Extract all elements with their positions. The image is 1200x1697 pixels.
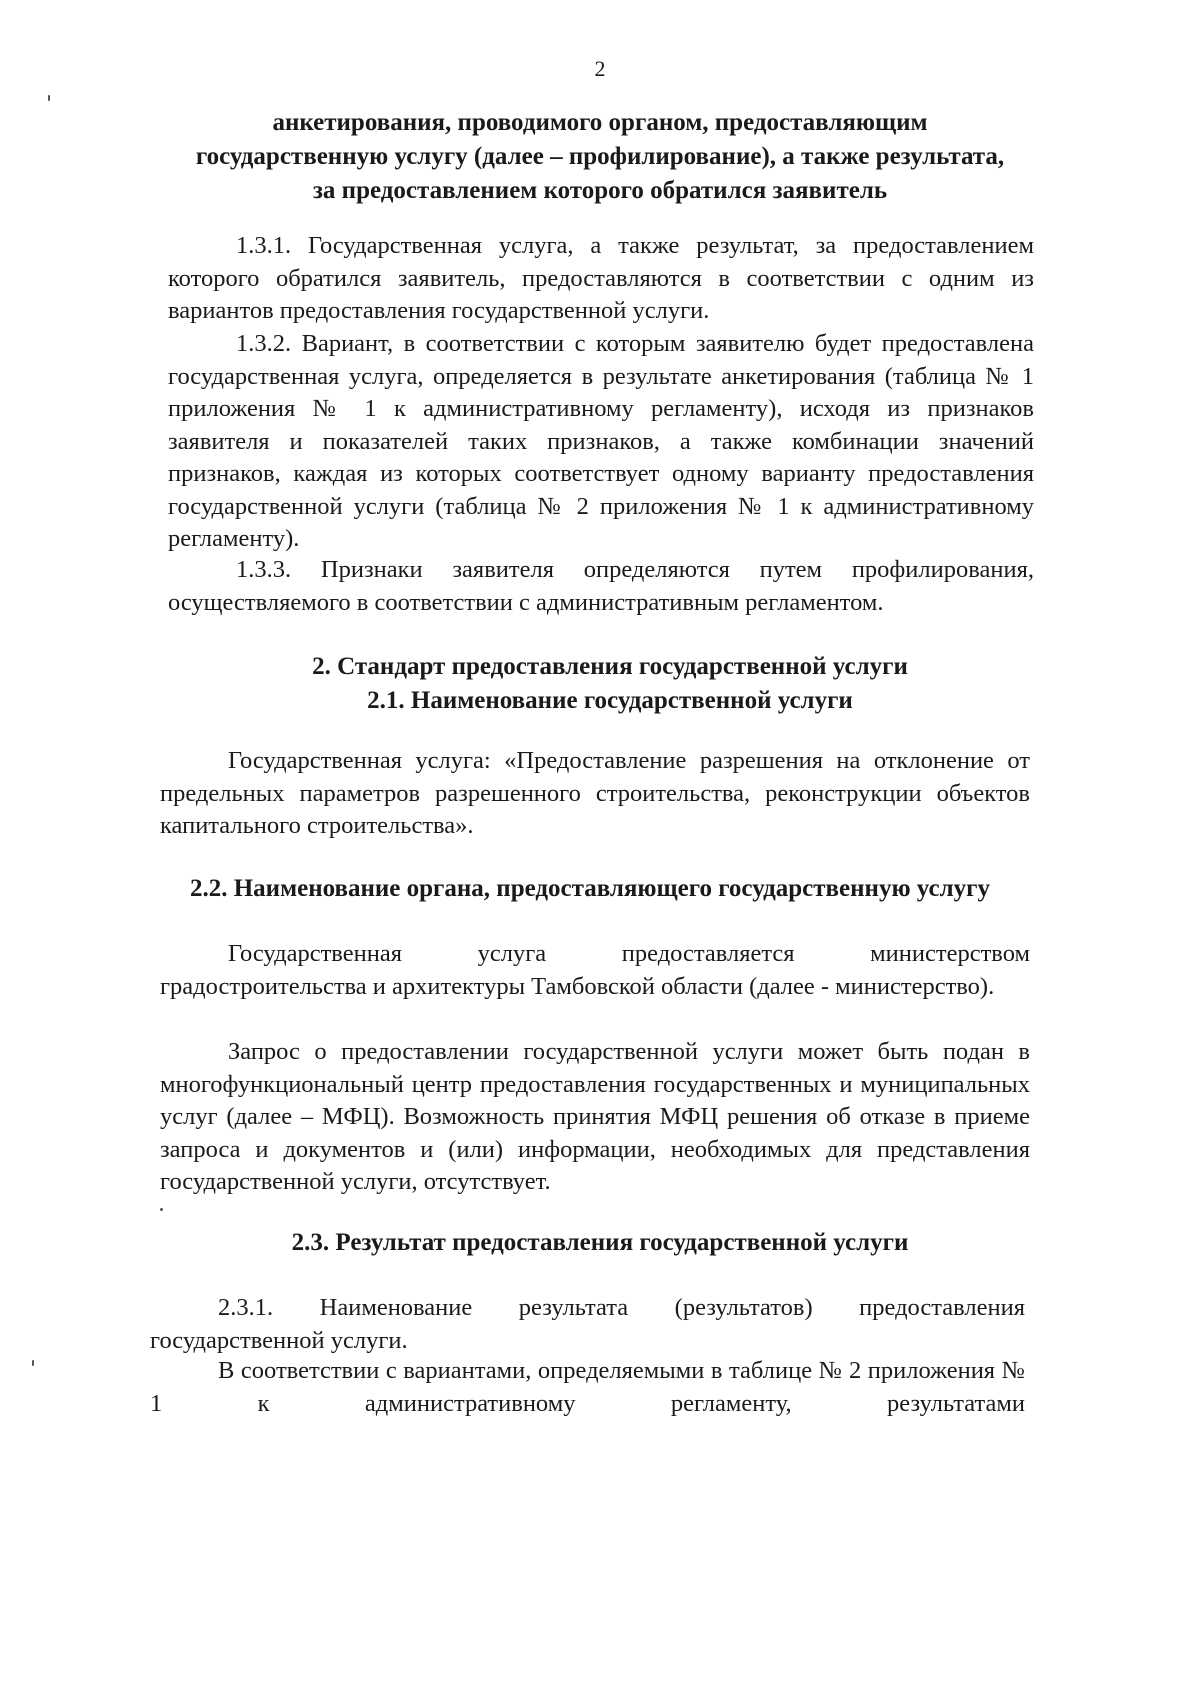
page-number: 2 [594, 56, 606, 81]
section-2-heading [180, 650, 1040, 718]
paragraph-1-3-2: 1.3.2. Вариант, в соответствии с которым заявителю будет предоставлена государственная услуга, определяется в результате анкетирования (таблица № 1 приложения № 1 к административному регламенту), исходя из признаков заявителя и показателей таких признаков, а также комбинации значений признаков, каждая из которых соответствует одному варианту предоставления государственной услуги (таблица № 2 приложения № 1 к административному регламенту). [168, 330, 1034, 552]
intro-heading [160, 106, 1040, 208]
scan-speck [160, 1208, 163, 1211]
section-2-1-title: 2.1. Наименование государственной услуги [367, 687, 853, 714]
paragraph-1-3-1: 1.3.1. Государственная услуга, а также результат, за предоставлением которого обратился заявитель, предоставляются в соответствии с одним из вариантов предоставления государственной услуги. [168, 232, 1034, 324]
intro-heading-line: анкетирования, проводимого органом, предоставляющим [272, 109, 928, 136]
paragraph-2-3-1: 2.3.1. Наименование результата (результатов) предоставления государственной услуги. [150, 1294, 1025, 1354]
section-2-3-title: 2.3. Результат предоставления государственной услуги [291, 1229, 909, 1256]
intro-heading-line: государственную услугу (далее – профилирование), а также результата, [195, 143, 1005, 170]
paragraph-2-2-a: Государственная услуга предоставляется министерством градостроительства и архитектуры Тамбовской области (далее - министерство). [160, 940, 1030, 1000]
paragraph-2-1: Государственная услуга: «Предоставление разрешения на отклонение от предельных параметров разрешенного строительства, реконструкции объектов капитального строительства». [160, 747, 1030, 839]
section-2-2-title: 2.2. Наименование органа, предоставляющего государственную услугу [189, 875, 991, 902]
paragraph-1-3-3: 1.3.3. Признаки заявителя определяются путем профилирования, осуществляемого в соответствии с административным регламентом. [168, 556, 1034, 616]
paragraph-2-2-b: Запрос о предоставлении государственной услуги может быть подан в многофункциональный центр предоставления государственных и муниципальных услуг (далее – МФЦ). Возможность принятия МФЦ решения об отказе в приеме запроса и документов и (или) информации, необходимых для представления государственной услуги, отсутствует. [160, 1038, 1030, 1195]
section-2-title: 2. Стандарт предоставления государственной услуги [312, 653, 908, 680]
scan-speck [32, 1360, 34, 1366]
intro-heading-line: за предоставлением которого обратился заявитель [312, 177, 888, 204]
scan-speck [48, 95, 50, 101]
paragraph-2-3-continued: В соответствии с вариантами, определяемыми в таблице № 2 приложения № 1 к административному регламенту, результатами [150, 1357, 1025, 1417]
